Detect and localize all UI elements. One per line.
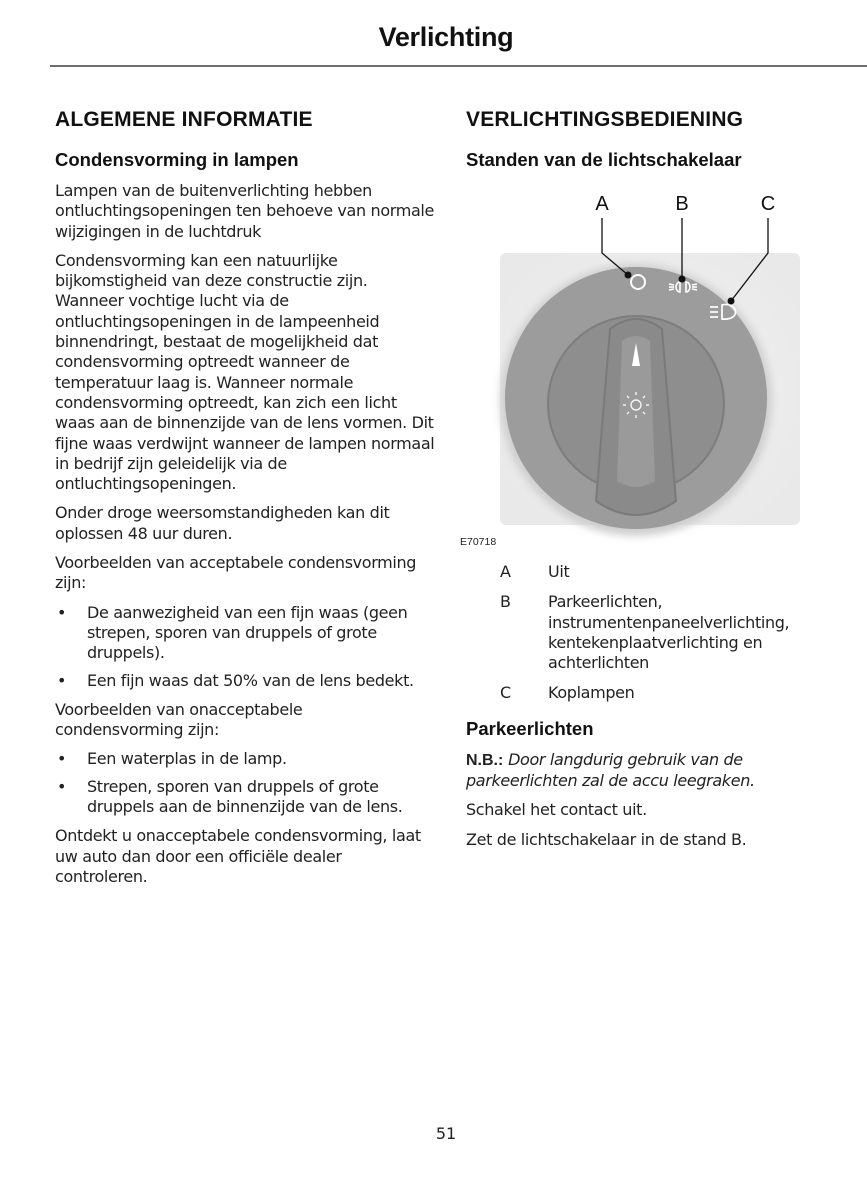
unacceptable-list	[55, 749, 435, 817]
closing-paragraph: Ontdekt u onacceptabele condensvorming, laat uw auto dan door een officiële dealer controleren.	[55, 826, 421, 886]
callout-label-c: C	[760, 193, 776, 215]
section-title-general-info: ALGEMENE INFORMATIE	[55, 108, 313, 131]
list-item-text: De aanwezigheid van een fijn waas (geen strepen, sporen van druppels of grote druppels).	[87, 602, 408, 663]
switch-legend	[466, 562, 856, 704]
list-item-text: Een waterplas in de lamp.	[87, 749, 287, 769]
callout-label-b: B	[675, 193, 689, 215]
list-item	[55, 749, 435, 769]
legend-value: Parkeerlichten, instrumentenpaneelverlichting, kentekenplaatverlichting en achterlichten	[548, 592, 790, 673]
subsection-title-condensation: Condensvorming in lampen	[55, 149, 299, 170]
bullet: •	[57, 602, 67, 622]
list-item	[55, 777, 435, 818]
unacceptable-intro: Voorbeelden van onacceptabele condensvorming zijn:	[55, 699, 303, 740]
legend-value: Koplampen	[548, 683, 635, 703]
left-column	[55, 104, 435, 896]
step: Zet de lichtschakelaar in de stand B.	[466, 829, 747, 849]
subsection-title-switch-positions: Standen van de lichtschakelaar	[466, 149, 742, 170]
legend-row	[466, 683, 856, 703]
legend-row	[466, 592, 856, 673]
callout-label-a: A	[595, 193, 609, 215]
section-title-lighting-control: VERLICHTINGSBEDIENING	[466, 108, 744, 131]
figure-code: E70718	[460, 536, 497, 548]
legend-value: Uit	[548, 562, 570, 581]
step: Schakel het contact uit.	[466, 800, 647, 820]
paragraph: Onder droge weersomstandigheden kan dit oplossen 48 uur duren.	[55, 503, 390, 543]
legend-key: B	[500, 592, 511, 612]
page-title: Verlichting	[378, 22, 514, 52]
list-item-text: Een fijn waas dat 50% van de lens bedekt.	[87, 670, 414, 690]
legend-key: A	[500, 562, 511, 581]
bullet: •	[57, 670, 67, 690]
callout-dot-c	[728, 298, 735, 305]
acceptable-intro: Voorbeelden van acceptabele condensvorming zijn:	[55, 553, 417, 593]
note	[466, 750, 856, 792]
paragraph: Lampen van de buitenverlichting hebben ontluchtingsopeningen ten behoeve van normale wijzigingen in de luchtdruk	[55, 181, 434, 241]
callout-dot-b	[679, 276, 686, 283]
list-item-text: Strepen, sporen van druppels of grote druppels aan de binnenzijde van de lens.	[87, 776, 403, 817]
lighting-switch-illustration	[460, 181, 860, 556]
page-number: 51	[435, 1124, 457, 1143]
note-label: N.B.:	[466, 751, 504, 769]
bullet: •	[57, 776, 67, 796]
right-column	[460, 104, 856, 859]
title-divider	[50, 65, 867, 67]
paragraph: Condensvorming kan een natuurlijke bijkomstigheid van deze constructie zijn. Wanneer vochtige lucht via de ontluchtingsopeningen in de lampeenheid binnendringt, bestaat de mogelijkheid dat condensvorming optreedt wanneer de temperatuur laag is. Wanneer normale condensvorming optreedt, kan zich een licht waas aan de binnenzijde van de lens vormen. Dit fijne waas verdwijnt wanneer de lampen normaal in bedrijf zijn geleidelijk via de ontluchtingsopeningen.	[55, 250, 435, 494]
acceptable-list	[55, 603, 435, 691]
note-text: Door langdurig gebruik van de parkeerlichten zal de accu leegraken.	[466, 749, 755, 791]
list-item	[55, 671, 435, 691]
callout-dot-a	[625, 272, 632, 279]
bullet: •	[57, 749, 67, 769]
list-item	[55, 603, 435, 664]
legend-row	[466, 562, 856, 582]
lighting-switch-figure	[460, 181, 860, 556]
legend-key: C	[500, 683, 511, 703]
subsection-title-parking-lights: Parkeerlichten	[466, 717, 594, 739]
